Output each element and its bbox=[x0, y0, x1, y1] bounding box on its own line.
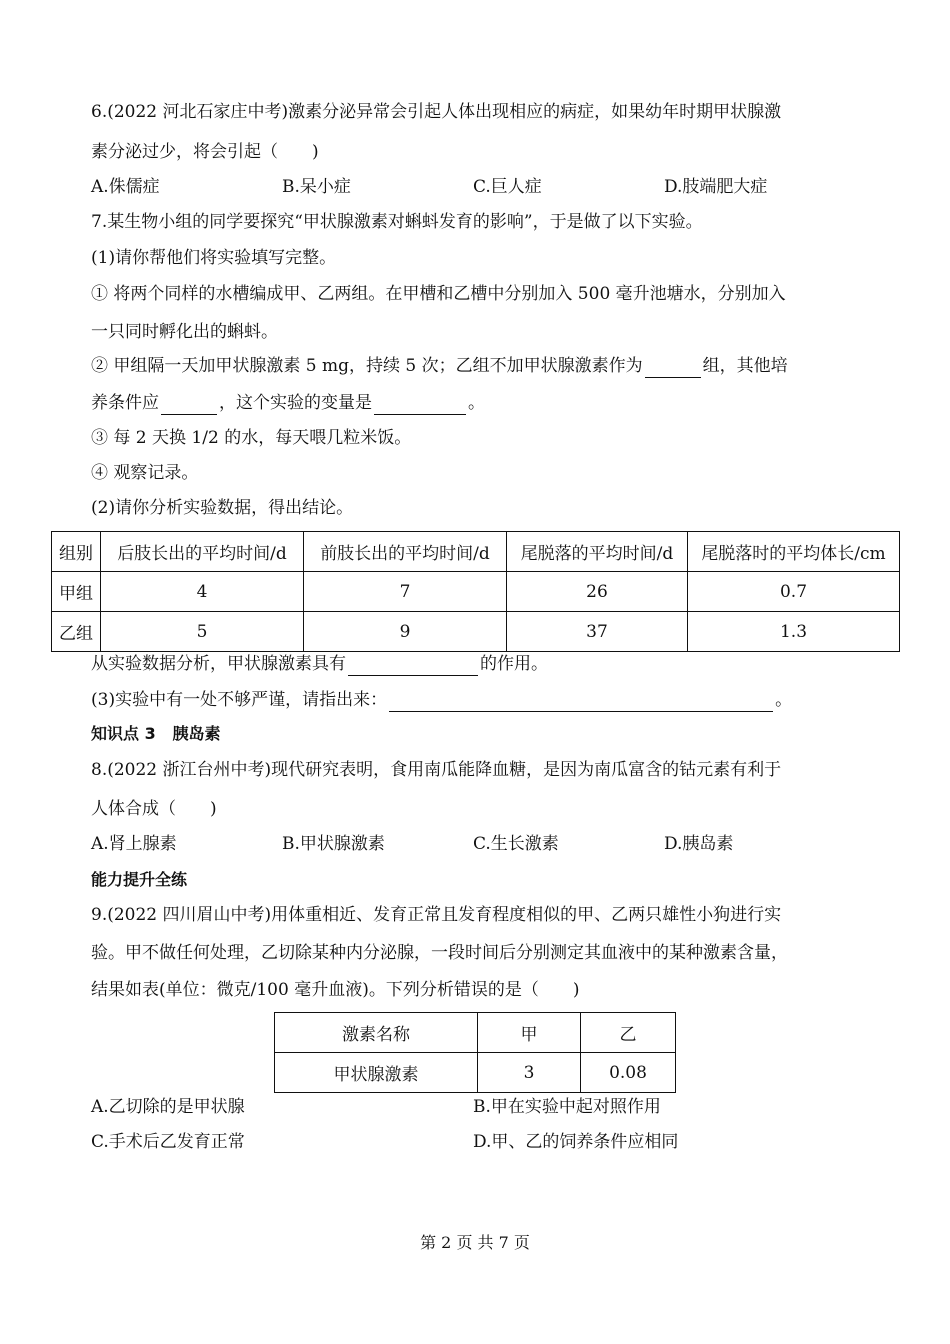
q7-step2-text-e: 。 bbox=[468, 393, 485, 413]
q6-option-a[interactable]: A.侏儒症 bbox=[91, 177, 160, 197]
page-number: 第 2 页 共 7 页 bbox=[420, 1233, 530, 1252]
table-cell: 甲状腺激素 bbox=[275, 1053, 478, 1093]
q8-stem-line2: 人体合成（ ) bbox=[91, 799, 217, 819]
section-heading-advanced: 能力提升全练 bbox=[91, 870, 188, 889]
table-cell: 0.7 bbox=[688, 572, 900, 612]
table-cell: 0.08 bbox=[581, 1053, 676, 1093]
conditions-blank[interactable] bbox=[161, 396, 217, 415]
table-cell: 3 bbox=[478, 1053, 581, 1093]
q7-part3 bbox=[91, 688, 792, 712]
q8-option-d[interactable]: D.胰岛素 bbox=[664, 834, 734, 854]
q9-stem-line2: 验。甲不做任何处理，乙切除某种内分泌腺，一段时间后分别测定其血液中的某种激素含量， bbox=[91, 943, 788, 963]
q8-option-a[interactable]: A.肾上腺素 bbox=[91, 834, 177, 854]
table-header: 组别 bbox=[52, 532, 101, 572]
q6-option-d[interactable]: D.肢端肥大症 bbox=[664, 177, 768, 197]
table-cell: 5 bbox=[101, 612, 304, 652]
table-header: 后肢长出的平均时间/d bbox=[101, 532, 304, 572]
table-cell: 37 bbox=[507, 612, 688, 652]
q9-stem-line1: 9.(2022 四川眉山中考)用体重相近、发育正常且发育程度相似的甲、乙两只雄性小狗进行实 bbox=[91, 905, 782, 925]
table-cell: 乙组 bbox=[52, 612, 101, 652]
flaw-blank[interactable] bbox=[389, 693, 773, 712]
table-header: 尾脱落的平均时间/d bbox=[507, 532, 688, 572]
q7-conclusion-text-b: 的作用。 bbox=[480, 654, 548, 674]
q7-step2-line2 bbox=[91, 391, 485, 415]
q7-part3-text: (3)实验中有一处不够严谨，请指出来： bbox=[91, 690, 388, 710]
q6-option-b[interactable]: B.呆小症 bbox=[282, 177, 351, 197]
control-group-blank[interactable] bbox=[645, 359, 701, 378]
q7-step2-text-b: 组，其他培 bbox=[702, 356, 788, 376]
conclusion-blank[interactable] bbox=[348, 657, 478, 676]
q6-stem-line2: 素分泌过少，将会引起（ ) bbox=[91, 142, 319, 162]
q7-step1-line1: ① 将两个同样的水槽编成甲、乙两组。在甲槽和乙槽中分别加入 500 毫升池塘水，分别加入 bbox=[91, 284, 786, 304]
q7-step2-text-c: 养条件应 bbox=[91, 393, 159, 413]
hormone-table bbox=[274, 1012, 676, 1093]
tadpole-data-table bbox=[51, 531, 900, 652]
q7-step1-line2: 一只同时孵化出的蝌蚪。 bbox=[91, 322, 278, 342]
table-cell: 1.3 bbox=[688, 612, 900, 652]
q7-step4: ④ 观察记录。 bbox=[91, 463, 199, 483]
q7-step3: ③ 每 2 天换 1/2 的水，每天喂几粒米饭。 bbox=[91, 428, 412, 448]
q6-stem-line1: 6.(2022 河北石家庄中考)激素分泌异常会引起人体出现相应的病症，如果幼年时期甲状腺激 bbox=[91, 102, 782, 122]
table-header: 尾脱落时的平均体长/cm bbox=[688, 532, 900, 572]
q6-option-c[interactable]: C.巨人症 bbox=[473, 177, 542, 197]
q9-option-b[interactable]: B.甲在实验中起对照作用 bbox=[473, 1097, 661, 1117]
table-cell: 9 bbox=[304, 612, 507, 652]
table-row bbox=[275, 1053, 676, 1093]
section-heading-insulin bbox=[91, 722, 220, 746]
q8-stem-line1: 8.(2022 浙江台州中考)现代研究表明，食用南瓜能降血糖，是因为南瓜富含的钴元素有利于 bbox=[91, 760, 782, 780]
table-cell: 26 bbox=[507, 572, 688, 612]
table-cell: 甲组 bbox=[52, 572, 101, 612]
q9-stem-line3: 结果如表(单位：微克/100 毫升血液)。下列分析错误的是（ ) bbox=[91, 980, 580, 1000]
section-label: 知识点 3 bbox=[91, 724, 156, 743]
q9-option-a[interactable]: A.乙切除的是甲状腺 bbox=[91, 1097, 245, 1117]
table-header: 前肢长出的平均时间/d bbox=[304, 532, 507, 572]
q7-step2-text-a: ② 甲组隔一天加甲状腺激素 5 mg，持续 5 次；乙组不加甲状腺激素作为 bbox=[91, 356, 643, 376]
table-header-row bbox=[52, 532, 900, 572]
q7-step2-text-d: ，这个实验的变量是 bbox=[219, 393, 372, 413]
q9-option-d[interactable]: D.甲、乙的饲养条件应相同 bbox=[473, 1132, 679, 1152]
variable-blank[interactable] bbox=[374, 396, 466, 415]
table-cell: 7 bbox=[304, 572, 507, 612]
table-header: 甲 bbox=[478, 1013, 581, 1053]
q7-part3-end: 。 bbox=[775, 690, 793, 710]
q7-part2: (2)请你分析实验数据，得出结论。 bbox=[91, 498, 354, 518]
table-row bbox=[52, 612, 900, 652]
section-title: 胰岛素 bbox=[172, 724, 221, 743]
table-header-row bbox=[275, 1013, 676, 1053]
q7-stem: 7.某生物小组的同学要探究“甲状腺激素对蝌蚪发育的影响”，于是做了以下实验。 bbox=[91, 212, 703, 232]
q7-conclusion bbox=[91, 652, 548, 676]
q7-part1: (1)请你帮他们将实验填写完整。 bbox=[91, 248, 337, 268]
q8-option-c[interactable]: C.生长激素 bbox=[473, 834, 559, 854]
q8-option-b[interactable]: B.甲状腺激素 bbox=[282, 834, 385, 854]
table-header: 激素名称 bbox=[275, 1013, 478, 1053]
q7-step2-line1 bbox=[91, 354, 788, 378]
q7-conclusion-text-a: 从实验数据分析，甲状腺激素具有 bbox=[91, 654, 346, 674]
table-row bbox=[52, 572, 900, 612]
q9-option-c[interactable]: C.手术后乙发育正常 bbox=[91, 1132, 245, 1152]
table-header: 乙 bbox=[581, 1013, 676, 1053]
table-cell: 4 bbox=[101, 572, 304, 612]
